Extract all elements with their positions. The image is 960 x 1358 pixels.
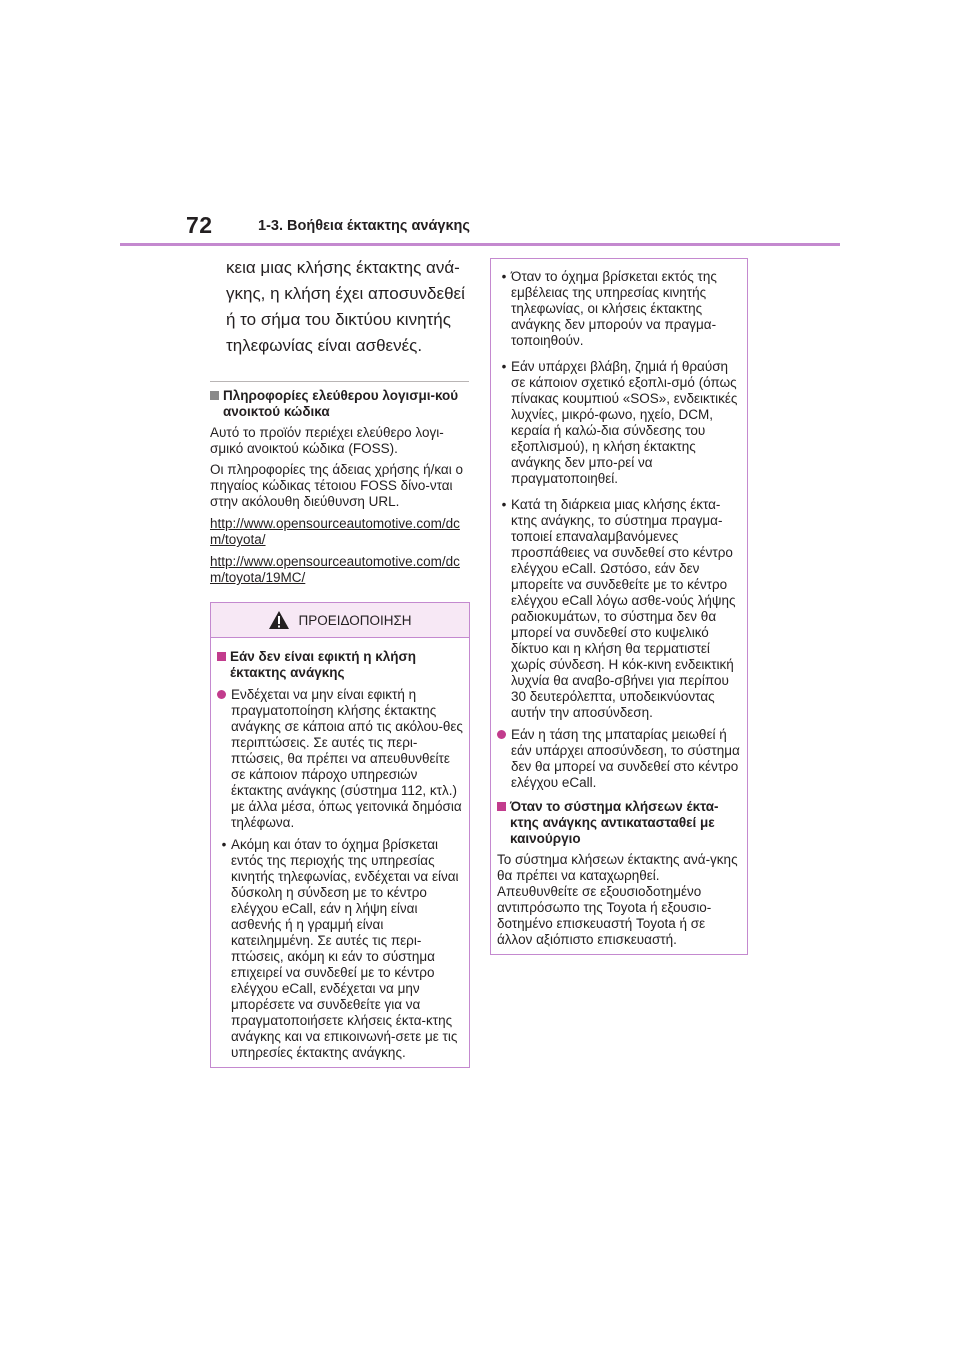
square-bullet-icon (497, 802, 506, 811)
replace-heading-text: Όταν το σύστημα κλήσεων έκτα-κτης ανάγκης αντικατασταθεί με καινούργιο (510, 799, 719, 846)
warning-sub-2: Όταν το όχημα βρίσκεται εκτός της εμβέλειας της υπηρεσίας κινητής τηλεφωνίας, οι κλήσεις έκτακτης ανάγκης δεν μπορούν να πραγμα-τοποιηθούν. (511, 269, 717, 348)
warning-sub-4: Κατά τη διάρκεια μιας κλήσης έκτα-κτης ανάγκης, το σύστημα πραγμα-τοποιεί επαναλαμβανόμενες προσπάθειες να συνδεθεί στο κέντρο ελέγχου eCall. Ωστόσο, εάν δεν μπορείτε να συνδεθείτε με το κέντρο ελέγχου eCall λόγω ασθε-νούς λήψης ραδιοκυμάτων, το σύστημα δεν θα μπορεί να συνδεθεί στο κυψελικό δίκτυο και η κλήση θα τερματιστεί χωρίς σύνδεση. Η κόκ-κινη ενδεικτική λυχνία θα αναβο-σβήνει για περίπου 30 δευτερόλεπτα, υποδεικνύοντας αυτήν την αποσύνδεση. (511, 497, 736, 720)
warning-title: ΠΡΟΕΙΔΟΠΟΙΗΣΗ (298, 612, 412, 628)
page-header (0, 0, 960, 250)
header-divider (120, 243, 840, 246)
replace-paragraph: Το σύστημα κλήσεων έκτακτης ανά-γκης θα πρέπει να καταχωρηθεί. Απευθυνθείτε σε εξουσιοδοτημένο αντιπρόσωπο της Toyota ή εξουσιο-δοτημένο επισκευαστή Toyota ή σε άλλον αξιόπιστο επισκευαστή. (497, 852, 738, 947)
list-item (497, 497, 741, 721)
oss-link-2[interactable]: http://www.opensourceautomotive.com/dcm/toyota/19MC/ (210, 554, 460, 585)
warning-box (210, 602, 470, 1068)
dot-bullet-icon: • (501, 497, 507, 512)
oss-paragraph-1: Αυτό το προϊόν περιέχει ελεύθερο λογι-σμικό ανοικτού κώδικα (FOSS). (210, 425, 444, 456)
list-item (217, 687, 463, 831)
warning-triangle-icon (268, 610, 290, 630)
warning-header (211, 603, 469, 638)
intro-paragraph: κεια μιας κλήσης έκτακτης ανά-γκης, η κλήση έχει αποσυνδεθεί ή το σήμα του δικτύου κινητής τηλεφωνίας είναι ασθενές. (226, 258, 465, 355)
warning-point-1: Ενδέχεται να μην είναι εφικτή η πραγματοποίηση κλήσης έκτακτης ανάγκης σε κάποια από τις ακόλου-θες περιπτώσεις. Σε αυτές τις περι-πτώσεις, θα πρέπει να απευθυνθείτε σε κάποιον πάροχο υπηρεσιών έκτακτης ανάγκης (σύστημα 112, κτλ.) με άλλα μέσα, όπως γειτονικά δημόσια τηλέφωνα. (231, 687, 463, 830)
warning-heading-text: Εάν δεν είναι εφικτή η κλήση έκτακτης ανάγκης (230, 649, 417, 680)
oss-link-1[interactable]: http://www.opensourceautomotive.com/dcm/toyota/ (210, 516, 460, 547)
list-item (217, 837, 463, 1061)
list-item (497, 359, 741, 487)
circle-bullet-icon (217, 690, 226, 699)
warning-point-2: Εάν η τάση της μπαταρίας μειωθεί ή εάν υπάρχει αποσύνδεση, το σύστημα δεν θα μπορεί να συνδεθεί στο κέντρο ελέγχου eCall. (511, 727, 740, 790)
dot-bullet-icon: • (221, 837, 227, 852)
oss-heading (210, 388, 469, 420)
square-bullet-icon (217, 652, 226, 661)
right-warning-continued (490, 258, 748, 955)
warning-sub-3: Εάν υπάρχει βλάβη, ζημιά ή θραύση σε κάποιον σχετικό εξοπλι-σμό (όπως πίνακας κουμπιού «SOS», ενδεικτικές λυχνίες, μικρό-φωνο, ηχείο, DCM, κεραία ή καλώ-δια σύνδεσης του εξοπλισμού), η κλήση έκτακτης ανάγκης δεν μπο-ρεί να πραγματοποιηθεί. (511, 359, 738, 486)
dot-bullet-icon: • (501, 269, 507, 284)
dot-bullet-icon: • (501, 359, 507, 374)
list-item (497, 269, 741, 349)
square-bullet-icon (210, 391, 219, 400)
page-number: 72 (186, 212, 213, 238)
warning-body (211, 638, 469, 1067)
warning-heading (217, 649, 463, 681)
circle-bullet-icon (497, 730, 506, 739)
left-column (210, 255, 469, 1068)
list-item (497, 727, 741, 791)
replace-heading (497, 799, 741, 847)
warning-sub-1: Ακόμη και όταν το όχημα βρίσκεται εντός της περιοχής της υπηρεσίας κινητής τηλεφωνίας, ενδέχεται να είναι δύσκολη η σύνδεση με το κέντρο ελέγχου eCall, εάν η λήψη είναι ασθενής ή η γραμμή είναι κατειλημμένη. Σε αυτές τις περι-πτώσεις, ακόμη κι εάν το σύστημα επιχειρεί να συνδεθεί με το κέντρο ελέγχου eCall, ενδέχεται να μην μπορέσετε να συνδεθείτε για να πραγματοποιήσετε κλήσεις έκτα-κτης ανάγκης και να επικοινωνή-σετε με τις υπηρεσίες έκτακτης ανάγκης. (231, 837, 459, 1060)
section-divider (210, 381, 469, 382)
oss-heading-text: Πληροφορίες ελεύθερου λογισμι-κού ανοικτού κώδικα (223, 388, 459, 419)
section-title: 1-3. Βοήθεια έκτακτης ανάγκης (258, 218, 470, 234)
oss-paragraph-2: Οι πληροφορίες της άδειας χρήσης ή/και ο πηγαίος κώδικας τέτοιου FOSS δίνο-νται στην ακόλουθη διεύθυνση URL. (210, 462, 463, 509)
